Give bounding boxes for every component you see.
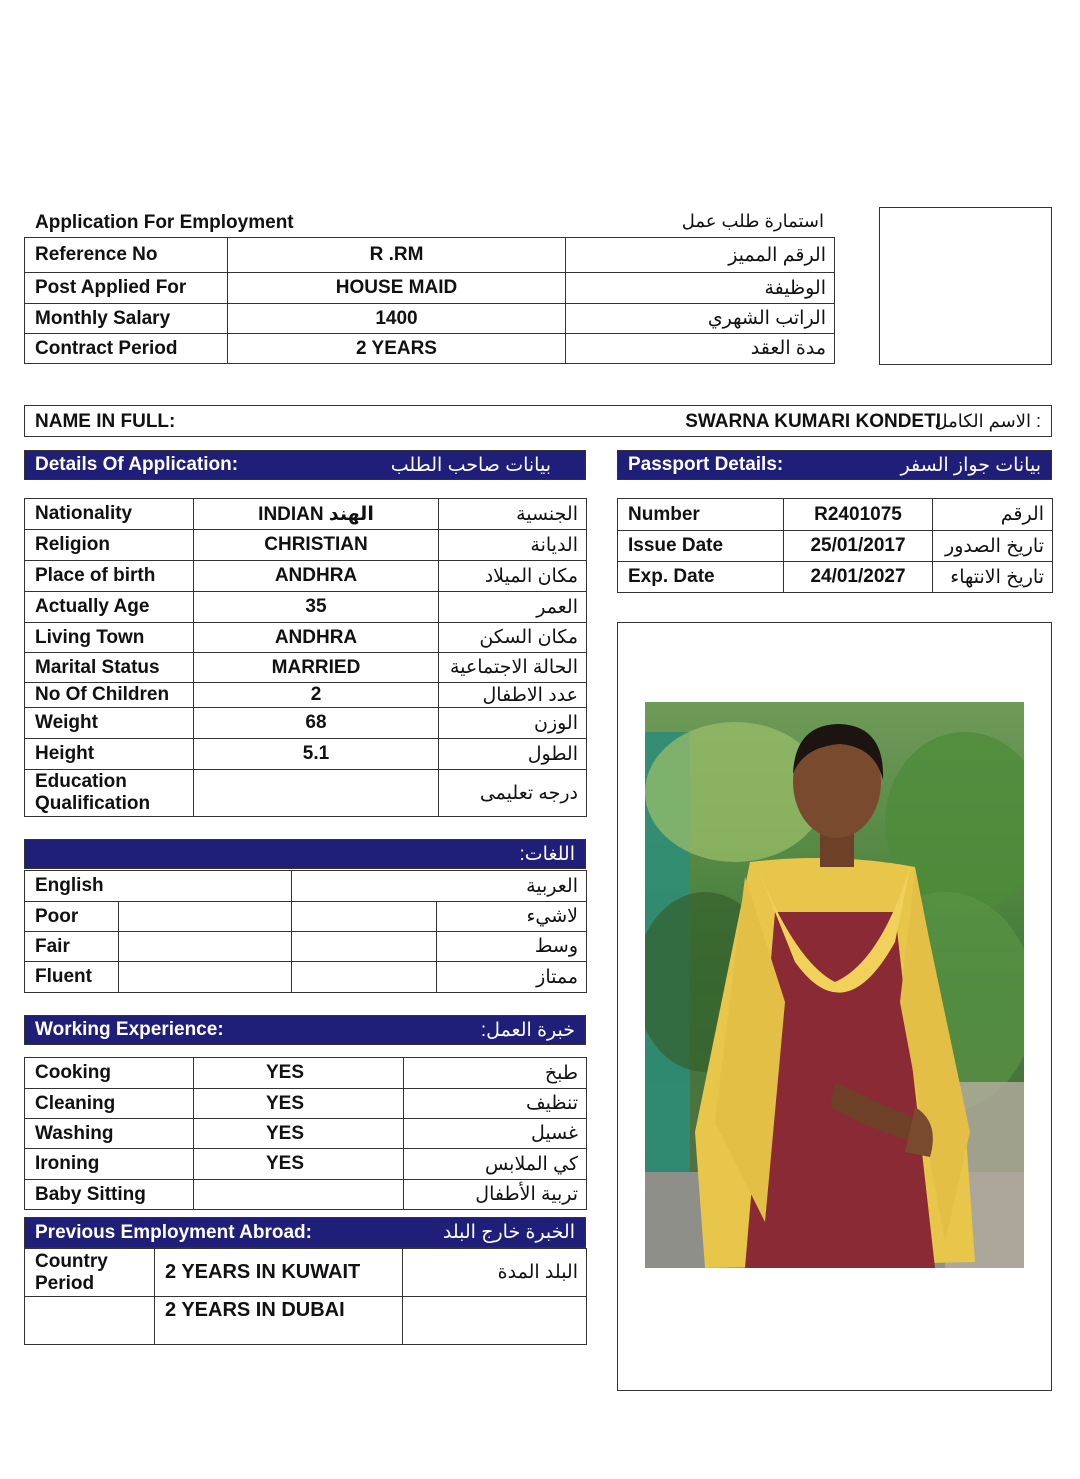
language-english: English (25, 871, 292, 902)
skill-value: YES (194, 1058, 404, 1089)
details-label-ar: عدد الاطفال (439, 683, 587, 708)
level-english-cell (119, 932, 292, 962)
passport-label-ar: الرقم (933, 499, 1053, 531)
level-label-ar: لاشيء (437, 902, 587, 932)
post-label: Post Applied For (25, 273, 228, 304)
skill-value: YES (194, 1119, 404, 1149)
details-label: Actually Age (25, 592, 194, 623)
name-value: SWARNA KUMARI KONDETI (685, 411, 941, 432)
reference-value: R .RM (228, 238, 566, 273)
form-title: Application For Employment (35, 212, 294, 233)
salary-label: Monthly Salary (25, 304, 228, 334)
details-label: Marital Status (25, 653, 194, 683)
details-label: Weight (25, 708, 194, 739)
details-value: ANDHRA (194, 623, 439, 653)
details-label-ar: الوزن (439, 708, 587, 739)
languages-title-ar: اللغات: (519, 843, 575, 865)
skill-label-ar: تنظيف (404, 1089, 587, 1119)
details-label-ar: الحالة الاجتماعية (439, 653, 587, 683)
header-table (24, 237, 835, 364)
details-label-ar: مكان الميلاد (439, 561, 587, 592)
details-value: CHRISTIAN (194, 530, 439, 561)
details-label-ar: الطول (439, 739, 587, 770)
contract-value: 2 YEARS (228, 334, 566, 364)
details-label: Religion (25, 530, 194, 561)
experience-table (24, 1057, 587, 1210)
name-label-ar: : الاسم الكامل (934, 411, 1041, 431)
details-title-ar: بيانات صاحب الطلب (390, 454, 551, 476)
language-arabic: العربية (292, 871, 587, 902)
passport-label-ar: تاريخ الانتهاء (933, 562, 1053, 593)
level-arabic-cell (292, 932, 437, 962)
skill-label-ar: غسيل (404, 1119, 587, 1149)
applicant-photo-illustration (645, 702, 1024, 1268)
reference-label: Reference No (25, 238, 228, 273)
details-label: Place of birth (25, 561, 194, 592)
details-label: Nationality (25, 499, 194, 530)
reference-label-ar: الرقم المميز (566, 238, 835, 273)
passport-title: Passport Details: (628, 454, 784, 475)
experience-bar (24, 1015, 586, 1045)
level-label: Fair (25, 932, 119, 962)
passport-title-ar: بيانات جواز السفر (900, 454, 1041, 476)
details-table (24, 498, 587, 817)
form-title-ar: استمارة طلب عمل (681, 211, 824, 231)
abroad-bar (24, 1217, 586, 1248)
skill-value: YES (194, 1089, 404, 1119)
languages-table (24, 870, 587, 993)
level-label-ar: وسط (437, 932, 587, 962)
abroad-label-ar: البلد المدة (403, 1249, 587, 1297)
abroad-empty-cell (25, 1297, 155, 1345)
details-value: INDIAN الهند (194, 499, 439, 530)
skill-label-ar: تربية الأطفال (404, 1180, 587, 1210)
level-english-cell (119, 902, 292, 932)
details-label-ar: الديانة (439, 530, 587, 561)
skill-label: Washing (25, 1119, 194, 1149)
details-value: 5.1 (194, 739, 439, 770)
details-label-ar: الجنسية (439, 499, 587, 530)
details-value (194, 770, 439, 817)
level-english-cell (119, 962, 292, 993)
details-label: No Of Children (25, 683, 194, 708)
details-label: Education Qualification (25, 770, 194, 817)
languages-bar (24, 839, 586, 869)
passport-value: R2401075 (784, 499, 933, 531)
details-label-ar: درجه تعليمى (439, 770, 587, 817)
post-label-ar: الوظيفة (566, 273, 835, 304)
details-label: Height (25, 739, 194, 770)
skill-label: Cooking (25, 1058, 194, 1089)
passport-label-ar: تاريخ الصدور (933, 531, 1053, 562)
experience-title: Working Experience: (35, 1019, 224, 1040)
details-value: 35 (194, 592, 439, 623)
abroad-entry: 2 YEARS IN KUWAIT (155, 1249, 403, 1297)
details-label: Living Town (25, 623, 194, 653)
abroad-title: Previous Employment Abroad: (35, 1221, 312, 1243)
details-bar (24, 450, 586, 480)
level-arabic-cell (292, 962, 437, 993)
abroad-entry: 2 YEARS IN DUBAI (155, 1297, 403, 1345)
passport-bar (617, 450, 1052, 480)
level-label: Poor (25, 902, 119, 932)
details-title: Details Of Application: (35, 454, 239, 475)
details-label-ar: مكان السكن (439, 623, 587, 653)
experience-title-ar: خبرة العمل: (480, 1019, 575, 1041)
details-value: MARRIED (194, 653, 439, 683)
passport-label: Exp. Date (618, 562, 784, 593)
salary-value: 1400 (228, 304, 566, 334)
passport-value: 25/01/2017 (784, 531, 933, 562)
skill-label: Baby Sitting (25, 1180, 194, 1210)
contract-label-ar: مدة العقد (566, 334, 835, 364)
passport-label: Issue Date (618, 531, 784, 562)
details-value: 68 (194, 708, 439, 739)
post-value: HOUSE MAID (228, 273, 566, 304)
name-label: NAME IN FULL: (35, 411, 176, 432)
level-arabic-cell (292, 902, 437, 932)
skill-value (194, 1180, 404, 1210)
skill-value: YES (194, 1149, 404, 1180)
abroad-empty-cell (403, 1297, 587, 1345)
salary-label-ar: الراتب الشهري (566, 304, 835, 334)
skill-label-ar: كي الملابس (404, 1149, 587, 1180)
stamp-box (879, 207, 1052, 365)
passport-table (617, 498, 1053, 593)
abroad-label: Country Period (25, 1249, 155, 1297)
abroad-title-ar: الخبرة خارج البلد (442, 1222, 575, 1243)
name-row (24, 405, 1052, 437)
skill-label: Cleaning (25, 1089, 194, 1119)
level-label-ar: ممتاز (437, 962, 587, 993)
skill-label-ar: طبخ (404, 1058, 587, 1089)
passport-label: Number (618, 499, 784, 531)
details-value: ANDHRA (194, 561, 439, 592)
abroad-table (24, 1248, 587, 1345)
contract-label: Contract Period (25, 334, 228, 364)
passport-value: 24/01/2027 (784, 562, 933, 593)
applicant-photo (645, 702, 1024, 1268)
details-label-ar: العمر (439, 592, 587, 623)
skill-label: Ironing (25, 1149, 194, 1180)
level-label: Fluent (25, 962, 119, 993)
details-value: 2 (194, 683, 439, 708)
